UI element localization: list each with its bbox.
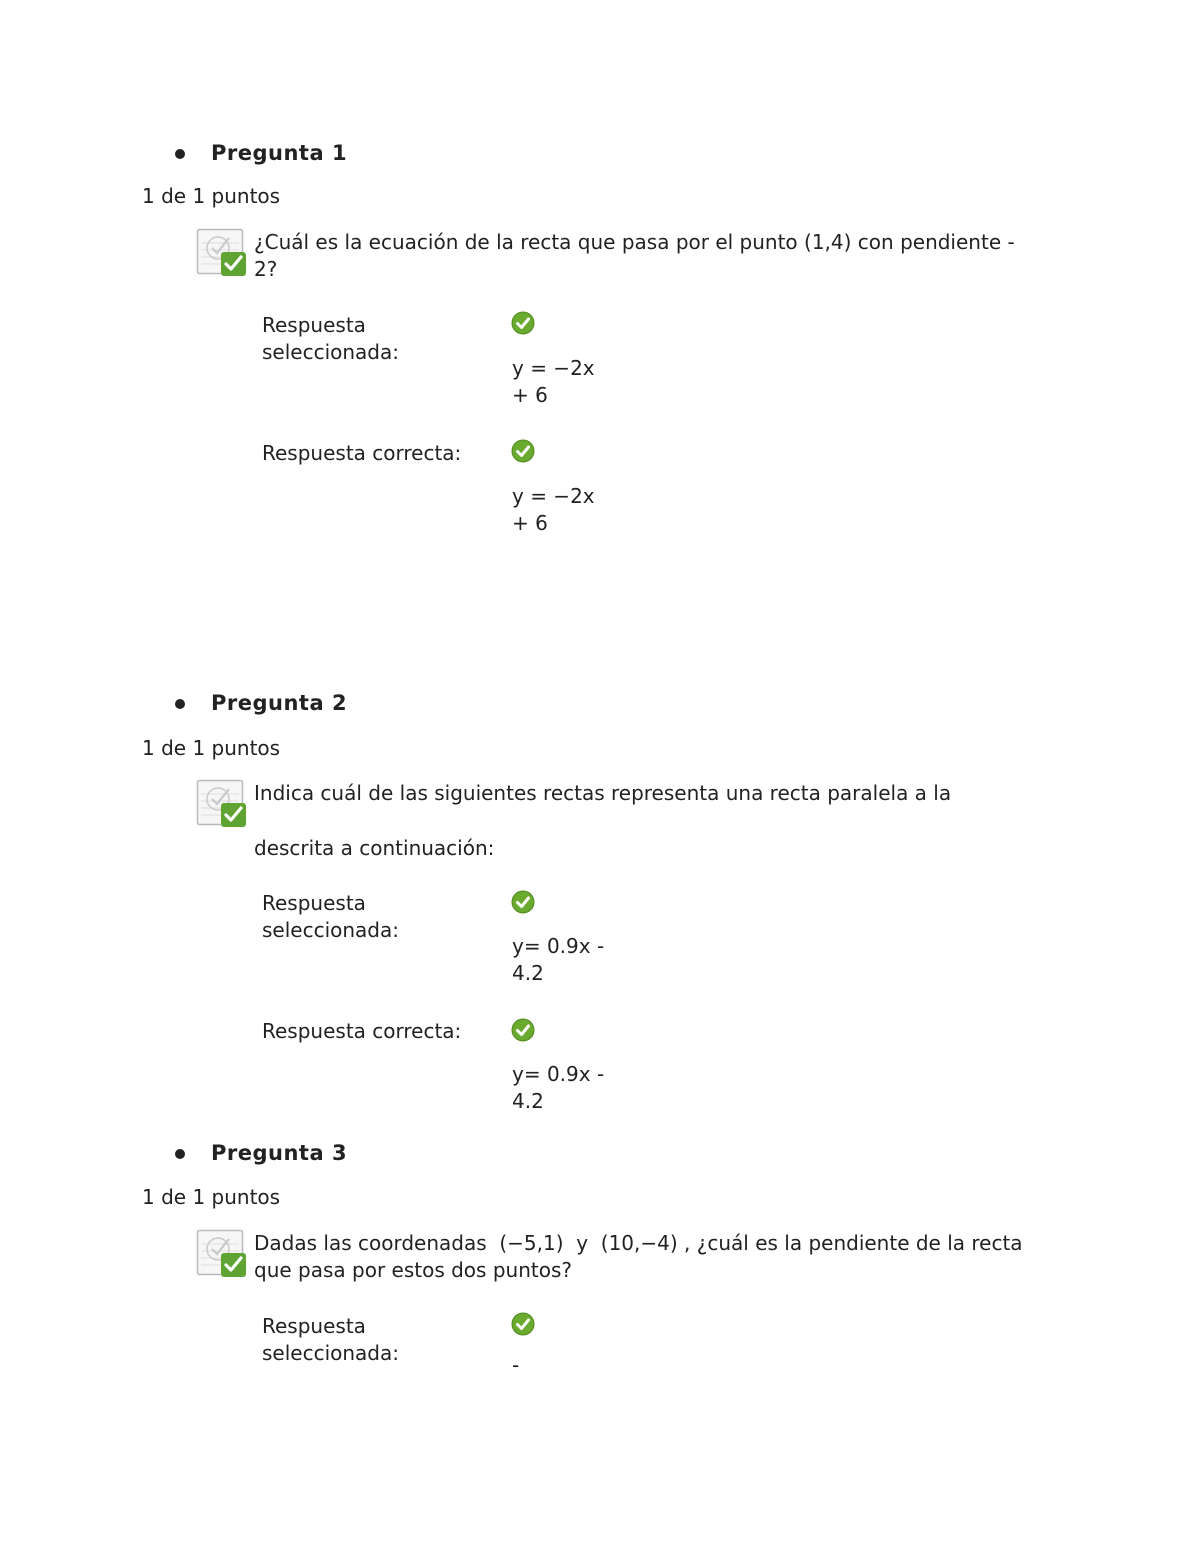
correct-question-icon xyxy=(196,779,248,829)
question-text-line: descrita a continuación: xyxy=(254,836,495,860)
correct-question-icon xyxy=(196,228,248,278)
question-title: Pregunta 3 xyxy=(211,1141,348,1165)
question-title: Pregunta 2 xyxy=(211,691,348,715)
question-text-line: ¿Cuál es la ecuación de la recta que pasa por el punto (1,4) con pendiente - xyxy=(254,230,1015,254)
question-title: Pregunta 1 xyxy=(211,141,348,165)
question-points: 1 de 1 puntos xyxy=(142,1185,281,1209)
question-text xyxy=(254,1230,1154,1284)
question-points: 1 de 1 puntos xyxy=(142,736,281,760)
question-points: 1 de 1 puntos xyxy=(142,184,281,208)
selected-answer-value: y= 0.9x - 4.2 xyxy=(512,934,605,985)
question-bullet xyxy=(175,1149,185,1159)
correct-question-icon xyxy=(196,1229,248,1279)
correct-answer-value: y = −2x + 6 xyxy=(512,484,595,535)
correct-check-icon xyxy=(511,1312,535,1336)
question-text xyxy=(254,229,1094,283)
correct-check-icon xyxy=(511,1018,535,1042)
question-text-line: Dadas las coordenadas (−5,1) y (10,−4) , ¿cuál es la pendiente de la recta xyxy=(254,1231,1023,1255)
correct-check-icon xyxy=(511,311,535,335)
correct-answer-value: y= 0.9x - 4.2 xyxy=(512,1062,605,1113)
selected-answer-label: Respuesta seleccionada: xyxy=(262,891,399,942)
selected-answer-value: - xyxy=(512,1353,520,1377)
question-text-line: que pasa por estos dos puntos? xyxy=(254,1258,572,1282)
correct-check-icon xyxy=(511,890,535,914)
question-bullet xyxy=(175,149,185,159)
question-text-line: 2? xyxy=(254,257,278,281)
selected-answer-label: Respuesta seleccionada: xyxy=(262,1314,399,1365)
question-bullet xyxy=(175,699,185,709)
correct-answer-label: Respuesta correcta: xyxy=(262,441,462,465)
selected-answer-label: Respuesta seleccionada: xyxy=(262,313,399,364)
selected-answer-value: y = −2x + 6 xyxy=(512,356,595,407)
correct-answer-label: Respuesta correcta: xyxy=(262,1019,462,1043)
correct-check-icon xyxy=(511,439,535,463)
question-text-line: Indica cuál de las siguientes rectas representa una recta paralela a la xyxy=(254,781,952,805)
